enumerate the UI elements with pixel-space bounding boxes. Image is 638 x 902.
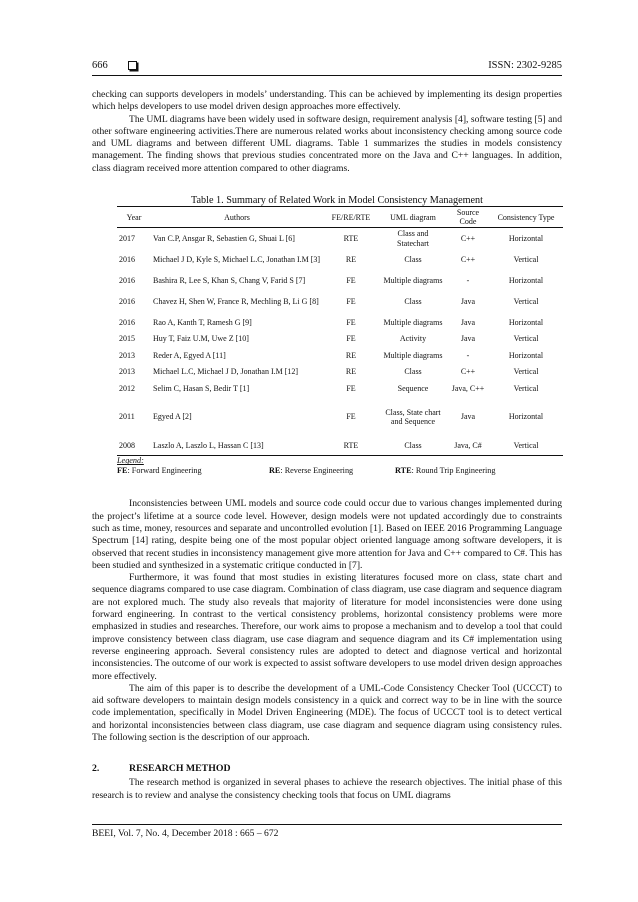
paragraph: The UML diagrams have been widely used in software design, requirement analysis [4], software testing [5] and other software engineering activities.There are numerous related works about inconsistency checking among source code and UML diagrams and between different UML diagrams. Table 1 summarizes the studies in models consistency management. The finding shows that previous studies concentrated more on the Java and C++ languages. In addition, class diagram received more attention compared to other diagrams. <box>92 113 562 174</box>
paragraph: Furthermore, it was found that most studies in existing literatures focused more on class, state chart and sequence diagrams compared to use case diagram. Combination of class diagram, use case diagram and sequence diagram are not explored much. The study also reveals that majority of literature for model inconsistencies were done using forward engineering. In contrast to the vertical consistency problems, horizontal consistency problems were more emphasized in studies and researches. Therefore, our work aims to propose a mechanism and to develop a tool that could improve consistency between class diagram, use case diagram and sequence diagram and its C# implementation using reverse engineering approach. Several consistency rules are adopted to detect and diagnose vertical and horizontal inconsistencies. The outcome of our work is expected to assist software developers to use model driven design approaches more effectively. <box>92 572 562 682</box>
square-bullet-icon <box>128 61 137 70</box>
header-rule <box>92 75 562 76</box>
table-cell: Multiple diagrams <box>383 275 443 285</box>
table-cell: Vertical <box>513 440 539 450</box>
table-cell: Vertical <box>513 383 539 393</box>
table-cell: 2016 <box>119 317 135 327</box>
table-row <box>117 345 563 366</box>
table-cell: Bashira R, Lee S, Khan S, Chang V, Farid S [7] <box>153 275 306 285</box>
table-cell: C++ <box>460 254 476 264</box>
table-cell: Class <box>404 254 422 264</box>
table-header-cell: Consistency Type <box>497 212 555 222</box>
table-cell: Huy T, Faiz U.M, Uwe Z [10] <box>153 334 249 344</box>
legend-row <box>117 466 562 476</box>
legend-text: : Forward Engineering <box>127 466 202 476</box>
table-cell: Laszlo A, Laszlo L, Hassan C [13] <box>153 440 264 450</box>
table-cell: RTE <box>343 440 359 450</box>
table-cell: RE <box>345 350 357 360</box>
table-cell: 2012 <box>119 383 135 393</box>
table-cell: Reder A, Egyed A [11] <box>153 350 226 360</box>
table-header-row <box>117 207 563 228</box>
table-cell: Egyed A [2] <box>153 412 192 422</box>
table-header-cell: UML diagram <box>390 212 436 222</box>
table-row <box>117 291 563 312</box>
page-footer <box>92 824 562 839</box>
table-cell: FE <box>346 383 356 393</box>
table-cell: 2016 <box>119 275 135 285</box>
table-cell: FE <box>346 412 356 422</box>
paragraph: Inconsistencies between UML models and source code could occur due to various changes implemented during the project’s lifetime at a source code level. However, design models were not updated accordingly due to constraints such as time, money, resources and separate and uncontrolled evolution [1]. Based on IEEE 2016 Programming Language Spectrum [14] rating, despite being one of the most popular object oriented language among software developers, it is observed that recent studies in inconsistency management give more attention for Java and C++ compared to C#. This has been studied and synthesized in a systematic critique conducted in [7]. <box>92 498 562 571</box>
table-cell: 2013 <box>119 350 135 360</box>
table-cell: 2017 <box>119 234 135 244</box>
table-cell: Michael L.C, Michael J D, Jonathan I.M [12] <box>153 367 299 377</box>
running-header <box>92 58 562 72</box>
section-number: 2. <box>92 763 100 775</box>
table-cell: FE <box>346 296 356 306</box>
table-caption: Table 1. Summary of Related Work in Model Consistency Management <box>191 195 483 207</box>
issn: ISSN: 2302-9285 <box>488 59 562 71</box>
table-cell: 2016 <box>119 296 135 306</box>
legend-item <box>269 466 395 476</box>
table-cell: C++ <box>460 367 476 377</box>
table-cell: Horizontal <box>508 275 544 285</box>
table-row <box>117 333 563 345</box>
related-work-table <box>117 206 563 456</box>
table-cell: Van C.P, Ansgar R, Sebastien G, Shuai L [6] <box>153 234 295 244</box>
table-cell: FE <box>346 334 356 344</box>
table-legend <box>117 456 562 476</box>
table-cell: 2008 <box>119 440 135 450</box>
table-cell: Horizontal <box>508 234 544 244</box>
table-cell: RTE <box>343 234 359 244</box>
table-row <box>117 270 563 291</box>
table-row <box>117 249 563 270</box>
table-cell: Java, C# <box>454 440 482 450</box>
table-cell: Java <box>460 334 476 344</box>
table-header-cell: Source Code <box>456 208 480 227</box>
table-cell: Class and Statechart <box>397 229 429 248</box>
table-cell: Vertical <box>513 367 539 377</box>
table-row <box>117 366 563 378</box>
table-header-cell: FE/RE/RTE <box>331 212 371 222</box>
table-cell: Class <box>404 440 422 450</box>
table-cell: Java <box>460 296 476 306</box>
table-cell: Multiple diagrams <box>383 317 443 327</box>
table-cell: Java <box>460 317 476 327</box>
table-row <box>117 435 563 456</box>
table-cell: Selim C, Hasan S, Bedir T [1] <box>153 383 250 393</box>
paragraph: The aim of this paper is to describe the development of a UML-Code Consistency Checker Tool (UCCCT) to aid software developers to maintain design models consistency in a quick and correct way to be in line with the source code implementation, specifically in Model Driven Engineering (MDE). The focus of UCCCT tool is to detect vertical and horizontal inconsistencies between class diagram, use case diagram and sequence diagram using consistency rules. The following section is the description of our approach. <box>92 682 562 744</box>
table-row <box>117 228 563 249</box>
table-body <box>117 228 563 456</box>
table-cell: Vertical <box>513 254 539 264</box>
table-cell: 2015 <box>119 334 135 344</box>
table-cell: Multiple diagrams <box>383 350 443 360</box>
table-cell: Rao A, Kanth T, Ramesh G [9] <box>153 317 252 327</box>
page-number: 666 <box>92 59 108 71</box>
table-cell: Chavez H, Shen W, France R, Mechling B, Li G [8] <box>153 296 319 306</box>
table-cell: FE <box>346 317 356 327</box>
table-cell: RE <box>345 254 357 264</box>
legend-item <box>117 466 269 476</box>
table-cell: Java <box>460 412 476 422</box>
table-row <box>117 312 563 333</box>
legend-text: : Round Trip Engineering <box>411 466 496 476</box>
page-content <box>92 58 562 802</box>
section-heading <box>92 763 562 774</box>
table-cell: 2016 <box>119 254 135 264</box>
table-cell: - <box>466 275 470 285</box>
footer-citation: BEEI, Vol. 7, No. 4, December 2018 : 665 – 672 <box>92 828 279 839</box>
table-cell: FE <box>346 275 356 285</box>
legend-abbr: RE <box>269 466 281 476</box>
table-cell: Class, State chart and Sequence <box>385 407 441 426</box>
footer-rule <box>92 824 562 825</box>
table-cell: Java, C++ <box>451 383 485 393</box>
table-cell: Activity <box>399 334 427 344</box>
legend-title: Legend: <box>117 456 144 466</box>
table-header-cell: Year <box>126 212 142 222</box>
table-cell: Vertical <box>513 334 539 344</box>
table-cell: Class <box>404 367 422 377</box>
table-cell: Horizontal <box>508 317 544 327</box>
table-cell: Vertical <box>513 296 539 306</box>
section-title: RESEARCH METHOD <box>129 763 231 775</box>
table-row <box>117 378 563 399</box>
table-cell: Sequence <box>397 383 429 393</box>
legend-abbr: RTE <box>395 466 412 476</box>
table-header-cell: Authors <box>224 212 250 222</box>
table-cell: 2013 <box>119 367 135 377</box>
table-cell: Horizontal <box>508 412 544 422</box>
table-cell: RE <box>345 367 357 377</box>
table-row <box>117 399 563 435</box>
table-cell: 2011 <box>119 412 135 422</box>
table-cell: - <box>466 350 470 360</box>
legend-abbr: FE <box>117 466 128 476</box>
table-cell: Class <box>404 296 422 306</box>
table-cell: Horizontal <box>508 350 544 360</box>
paragraph: checking can supports developers in models’ understanding. This can be achieved by implementing its design properties which helps developers to use model driven design approaches more effectively. <box>92 89 562 113</box>
legend-item <box>395 466 545 476</box>
paragraph: The research method is organized in several phases to achieve the research objectives. The initial phase of this research is to review and analyse the consistency checking tools that focus on UML diagrams <box>92 777 562 801</box>
legend-text: : Reverse Engineering <box>280 466 354 476</box>
table-cell: C++ <box>460 234 476 244</box>
table-cell: Michael J D, Kyle S, Michael L.C, Jonathan I.M [3] <box>153 254 321 264</box>
